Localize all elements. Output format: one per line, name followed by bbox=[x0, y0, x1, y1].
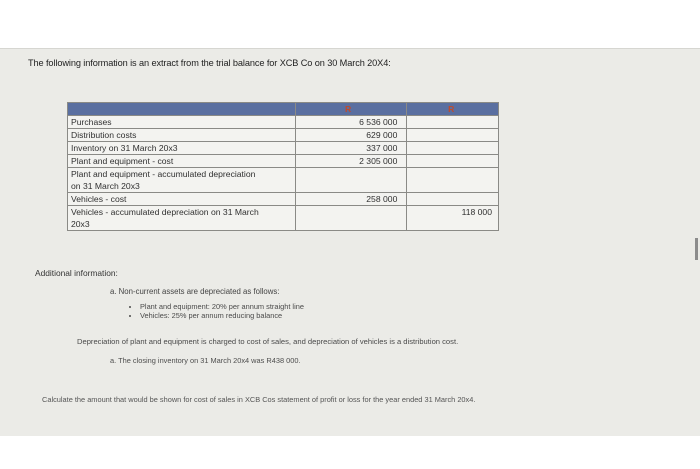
row-credit: 118 000 bbox=[407, 206, 499, 219]
row-debit bbox=[295, 168, 407, 181]
table-row bbox=[68, 193, 499, 206]
row-debit-empty bbox=[295, 180, 407, 193]
row-credit bbox=[407, 168, 499, 181]
table-row-continuation bbox=[68, 180, 499, 193]
row-credit bbox=[407, 155, 499, 168]
row-credit-empty bbox=[407, 180, 499, 193]
row-label: Distribution costs bbox=[68, 129, 296, 142]
table-header-row bbox=[68, 103, 499, 116]
row-label-continuation: on 31 March 20x3 bbox=[68, 180, 296, 193]
row-credit bbox=[407, 193, 499, 206]
row-credit bbox=[407, 129, 499, 142]
row-label: Inventory on 31 March 20x3 bbox=[68, 142, 296, 155]
row-debit: 6 536 000 bbox=[295, 116, 407, 129]
intro-text: The following information is an extract from the trial balance for XCB Co on 30 March 20X4: bbox=[28, 58, 391, 68]
table-row bbox=[68, 168, 499, 181]
table-row bbox=[68, 116, 499, 129]
row-label: Plant and equipment - accumulated depreciation bbox=[68, 168, 296, 181]
table-row bbox=[68, 142, 499, 155]
header-credit-cell: R bbox=[407, 103, 499, 116]
closing-inventory-note: a. The closing inventory on 31 March 20x4 was R438 000. bbox=[110, 356, 301, 365]
table-row bbox=[68, 129, 499, 142]
note-a: a. Non-current assets are depreciated as follows: bbox=[110, 287, 280, 296]
row-label: Vehicles - accumulated depreciation on 31 March bbox=[68, 206, 296, 219]
row-label: Plant and equipment - cost bbox=[68, 155, 296, 168]
row-credit-empty bbox=[407, 218, 499, 231]
header-debit-cell: R bbox=[295, 103, 407, 116]
row-credit bbox=[407, 116, 499, 129]
document-page bbox=[0, 48, 700, 436]
row-label-continuation: 20x3 bbox=[68, 218, 296, 231]
depreciation-note: Depreciation of plant and equipment is charged to cost of sales, and depreciation of vehicles is a distribution cost. bbox=[77, 337, 459, 346]
header-label-cell bbox=[68, 103, 296, 116]
row-debit: 629 000 bbox=[295, 129, 407, 142]
additional-info-heading: Additional information: bbox=[35, 268, 118, 278]
question-text: Calculate the amount that would be shown for cost of sales in XCB Cos statement of profit or loss for the year ended 31 March 20x4. bbox=[42, 395, 476, 404]
row-debit: 2 305 000 bbox=[295, 155, 407, 168]
row-label: Vehicles - cost bbox=[68, 193, 296, 206]
page-edge bbox=[0, 48, 700, 49]
row-label: Purchases bbox=[68, 116, 296, 129]
row-debit: 337 000 bbox=[295, 142, 407, 155]
table-row bbox=[68, 155, 499, 168]
list-item: • Plant and equipment: 20% per annum straight line bbox=[140, 302, 304, 311]
row-debit-empty bbox=[295, 218, 407, 231]
row-debit bbox=[295, 206, 407, 219]
row-debit: 258 000 bbox=[295, 193, 407, 206]
table-row bbox=[68, 206, 499, 219]
scroll-edge-mark bbox=[695, 238, 698, 260]
row-credit bbox=[407, 142, 499, 155]
list-item: • Vehicles: 25% per annum reducing balance bbox=[140, 311, 304, 320]
depreciation-rates-list bbox=[128, 302, 304, 320]
trial-balance-table bbox=[67, 102, 499, 231]
table-row-continuation bbox=[68, 218, 499, 231]
